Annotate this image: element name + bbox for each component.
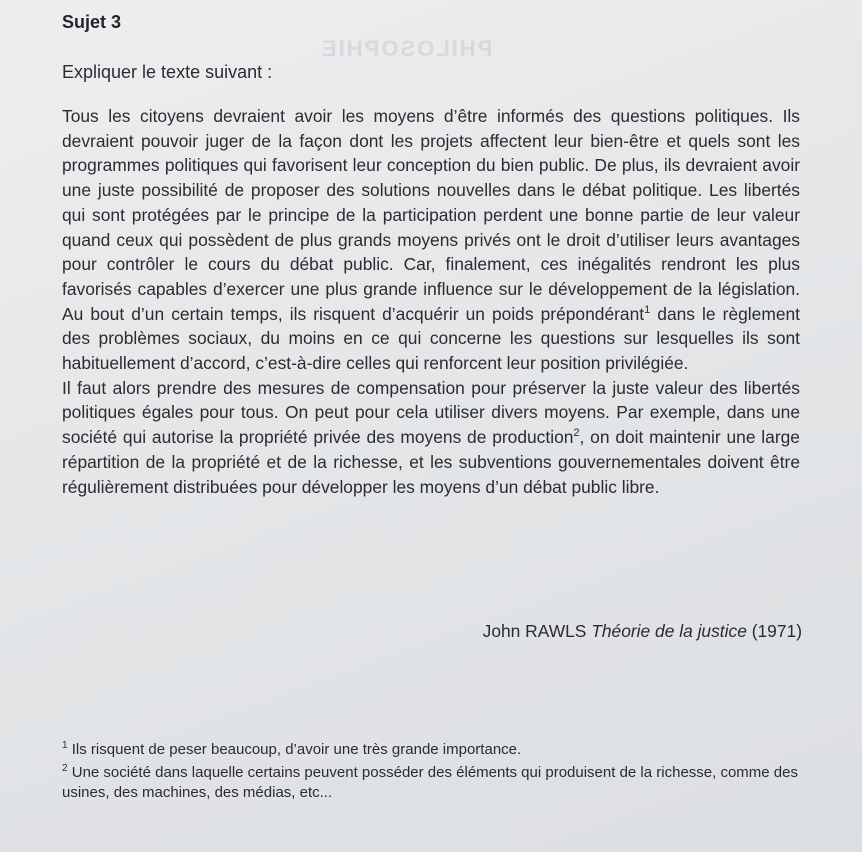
footnotes [62,740,807,806]
work-title: Théorie de la justice [591,621,747,641]
passage-paragraph-2 [62,376,800,500]
bleed-through-text: PHILOSOPHIE [320,36,493,61]
instruction-text: Expliquer le texte suivant : [62,62,273,82]
author-name: John RAWLS [482,621,587,641]
subject-heading: Sujet 3 [62,12,122,32]
footnote-1 [62,740,807,760]
footnote-ref-2: 2 [573,427,580,440]
footnote-marker-2: 2 [62,763,68,774]
passage [62,104,800,499]
publication-year: (1971) [751,621,802,641]
passage-paragraph-2-part-a: Il faut alors prendre des mesures de compensation pour préserver la juste valeur des libertés politiques égales pour tous. On peut pour cela utiliser divers moyens. Par exemple, dans une société qui autorise la propriété privée des moyens de production [62,377,800,448]
passage-paragraph-1 [62,104,800,376]
footnote-marker-1: 1 [62,740,68,751]
footnote-text-1: Ils risquent de peser beaucoup, d’avoir une très grande importance. [67,741,522,758]
passage-paragraph-1-part-b: dans le règlement des problèmes sociaux, du moins en ce qui concerne les questions sur lesquelles ils sont habituellement d’accord, c’est-à-dire celles qui renforcent leur position privilégiée. [62,303,800,374]
passage-paragraph-1-part-a: Tous les citoyens devraient avoir les moyens d’être informés des questions politiques. Ils devraient pouvoir juger de la façon dont les projets affectent leur bien-être et quels sont les programmes politiques qui favorisent leur conception du bien public. De plus, ils devraient avoir une juste possibilité de proposer des solutions nouvelles dans le débat politique. Les libertés qui sont protégées par le principe de la participation perdent une bonne partie de leur valeur quand ceux qui possèdent de plus grands moyens privés ont le droit d’utiliser leurs avantages pour contrôler le cours du débat public. Car, finalement, ces inégalités rendront les plus favorisés capables d’exercer une plus grande influence sur le développement de la législation. Au bout d’un certain temps, ils risquent d’acquérir un poids prépondérant [62,106,800,324]
attribution [483,621,802,642]
footnote-ref-1: 1 [644,303,651,316]
footnote-2 [62,763,807,803]
footnote-text-2: Une société dans laquelle certains peuvent posséder des éléments qui produisent de la richesse, comme des usines, des machines, des médias, etc... [62,764,798,801]
passage-paragraph-2-part-b: , on doit maintenir une large répartition de la propriété et de la richesse, et les subventions gouvernementales doivent être régulièrement distribuées pour développer les moyens d’un débat public libre. [62,427,800,497]
